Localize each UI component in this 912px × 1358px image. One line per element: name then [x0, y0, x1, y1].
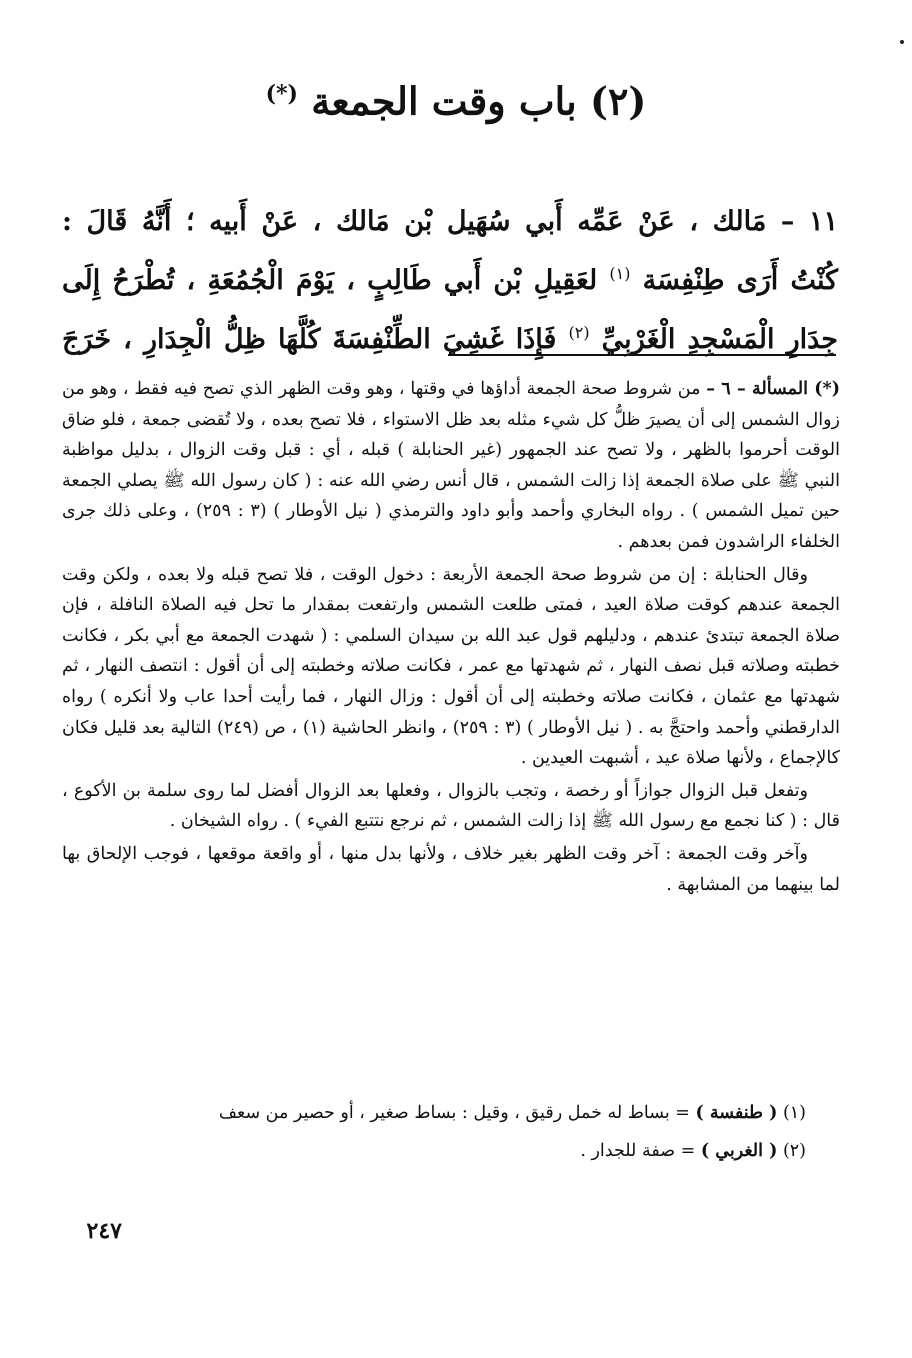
commentary-p1-text: من شروط صحة الجمعة أداؤها في وقتها ، وهو وقت الظهر الذي تصح فيه فقط ، وهو من زوال الشمس إلى أن يصيرَ ظلُّ كل شيء مثله بعد ظل الاستواء ، فلا تصح بعده ، ولا تُقضى جمعة ، فلو ضاق الوقت أحرموا بالظهر ، ولا تصح عند الجمهور (غير الحنابلة ) قبله ، أي : قبل وقت الزوال ، بدليل مواظبة النبي ﷺ على صلاة الجمعة إذا زالت الشمس ، قال أنس رضي الله عنه : ( كان رسول الله ﷺ يصلي الجمعة حين تميل الشمس ) . رواه البخاري وأحمد وأبو داود والترمذي ( نيل الأوطار ) (٣ : ٢٥٩) ، وعلى ذلك جرى الخلفاء الراشدون فمن بعدهم . — [62, 379, 840, 552]
page-number: ٢٤٧ — [86, 1218, 122, 1244]
chapter-title — [150, 66, 762, 130]
hadith-line-2 — [62, 248, 838, 307]
footnote-2-text: = صفة للجدار . — [580, 1141, 696, 1161]
commentary-paragraph-1 — [62, 374, 840, 558]
commentary-paragraph-4: وآخر وقت الجمعة : آخر وقت الظهر بغير خلاف ، ولأنها بدل منها ، أو واقعة موقعها ، فوجب الإلحاق بها لما بينهما من المشابهة . — [62, 843, 840, 895]
hadith-text — [62, 196, 838, 366]
commentary-lead: (*) المسألة – ٦ – — [706, 379, 840, 399]
footnote-1-text: = بساط له خمل رقيق ، وقيل : بساط صغير ، أو حصير من سعف — [218, 1103, 690, 1123]
commentary-paragraph-2: وقال الحنابلة : إن من شروط صحة الجمعة الأربعة : دخول الوقت ، فلا تصح قبله ولا بعده ، ولكن وقت الجمعة عندهم كوقت صلاة العيد ، فمتى طلعت الشمس وارتفعت بمقدار ما تحل فيه الصلاة النافلة ، فإن صلاة الجمعة تبتدئ عندهم ، ودليلهم قول عبد الله بن سيدان السلمي : ( شهدت الجمعة مع أبي بكر ، فكانت خطبته وصلاته قبل نصف النهار ، ثم شهدتها مع عمر ، فكانت صلاته وخطبته إلى أن أقول : انتصف النهار ، ثم شهدتها مع عثمان ، فكانت صلاته وخطبته إلى أن أقول : وزال النهار ، فما رأيت أحدا عاب ولا أنكره ) رواه الدارقطني وأحمد واحتجَّ به . ( نيل الأوطار ) (٣ : ٢٥٩) ، وانظر الحاشية (١) ، ص (٢٤٩) التالية بعد قليل فكان كالإجماع ، ولأنها صلاة عيد ، أشبهت العيدين . — [62, 564, 841, 769]
page-speck — [900, 40, 904, 44]
chapter-title-text: (٢) باب وقت الجمعة — [311, 78, 647, 124]
footnote-1 — [62, 1094, 840, 1132]
hadith-line-3a: جِدَارِ الْمَسْجِدِ الْغَرْبِيِّ — [601, 324, 838, 355]
commentary-section — [62, 374, 840, 902]
footnote-1-term: ( طنفسة ) — [695, 1103, 778, 1123]
footnotes-section — [62, 1094, 840, 1170]
hadith-line-3 — [62, 307, 838, 366]
hadith-line-2a: كُنْتُ أَرَى طِنْفِسَة — [642, 265, 838, 296]
separator-rule — [448, 354, 836, 356]
footnote-2 — [62, 1132, 840, 1170]
footnote-ref-2[interactable]: (٢) — [568, 323, 590, 342]
footnote-2-term: ( الغربي ) — [700, 1141, 778, 1161]
footnote-2-num: (٢) — [782, 1141, 806, 1161]
hadith-line-3b: فَإِذَا غَشِيَ الطِّنْفِسَةَ كُلَّهَا ظِلُّ الْجِدَارِ ، خَرَجَ — [62, 324, 557, 355]
hadith-line-1: ١١ – مَالك ، عَنْ عَمِّه أَبي سُهَيل بْن مَالك ، عَنْ أَبيه ؛ أَنَّهُ قَالَ : — [62, 206, 838, 237]
hadith-line-2b: لعَقِيلِ بْن أَبي طَالِبٍ ، يَوْمَ الْجُمُعَةِ ، تُطْرَحُ إِلَى — [62, 265, 598, 296]
footnote-1-num: (١) — [782, 1103, 806, 1123]
footnote-ref-1[interactable]: (١) — [609, 264, 631, 283]
commentary-paragraph-3: وتفعل قبل الزوال جوازاً أو رخصة ، وتجب بالزوال ، وفعلها بعد الزوال أفضل لما روى سلمة بن الأكوع ، قال : ( كنا نجمع مع رسول الله ﷺ إذا زالت الشمس ، ثم نرجع نتتبع الفيء ) . رواه الشيخان . — [62, 780, 840, 832]
chapter-note-mark: (*) — [265, 81, 298, 107]
